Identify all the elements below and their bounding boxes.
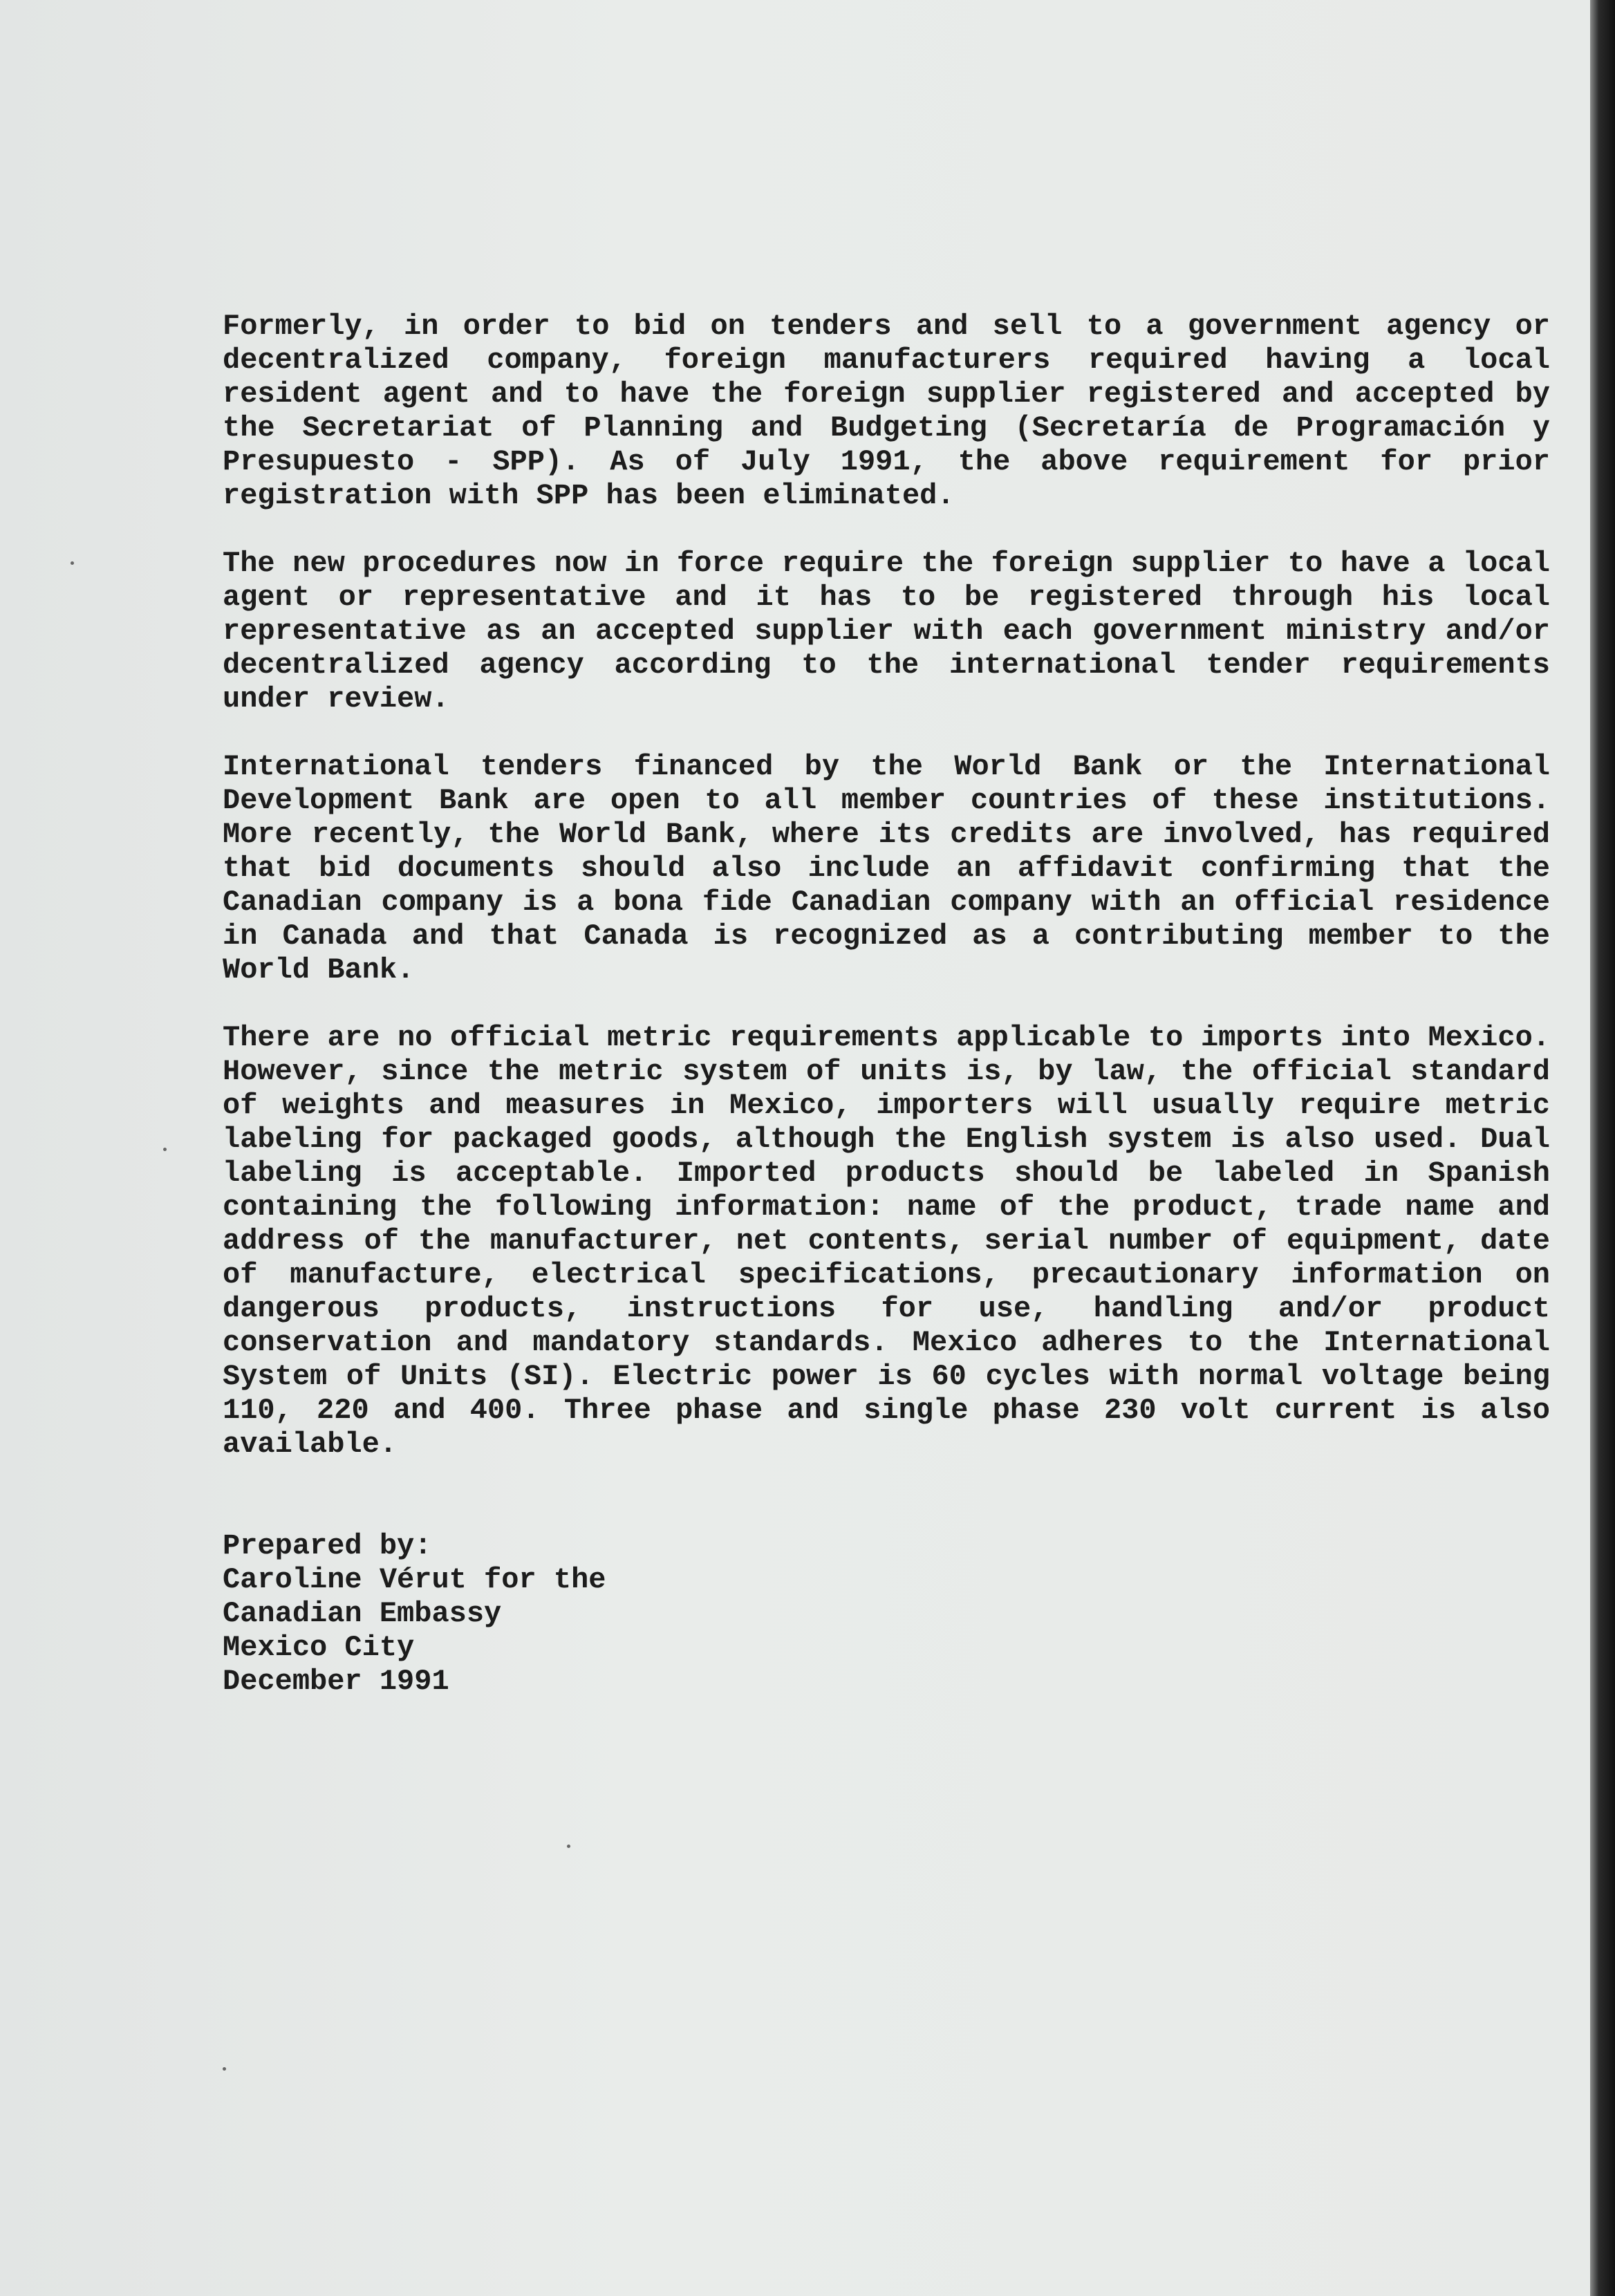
stray-mark — [71, 561, 74, 565]
signature-city: Mexico City — [223, 1631, 415, 1664]
page-edge-shadow — [1590, 0, 1615, 2296]
paragraph-metric-requirements: There are no official metric requirements applicable to imports into Mexico. However, since the metric system of units is, by law, the official standard of weights and measures in Mexico, importers will usually require metric labeling for packaged goods, although the English system is also used. Dual labeling is acceptable. Imported products should be labeled in Spanish containing the following information: name of the product, trade name and address of the manufacturer, net contents, serial number of equipment, date of manufacture, electrical specifications, precautionary information on dangerous products, instructions for use, handling and/or product conservation and mandatory standards. Mexico adheres to the International System of Units (SI). Electric power is 60 cycles with normal voltage being 110, 220 and 400. Three phase and single phase 230 volt current is also available. — [223, 1021, 1550, 1461]
signature-organization: Canadian Embassy — [223, 1597, 502, 1630]
signature-author: Caroline Vérut for the — [223, 1563, 606, 1596]
signature-block — [223, 1529, 1550, 1699]
paragraph-tender-registration: Formerly, in order to bid on tenders and sell to a government agency or decentralized company, foreign manufacturers required having a local resident agent and to have the foreign supplier registered and accepted by the Secretariat of Planning and Budgeting (Secretaría de Programación y Presupuesto - SPP). As of July 1991, the above requirement for prior registration with SPP has been eliminated. — [223, 310, 1550, 512]
stray-mark — [163, 1148, 167, 1151]
signature-prepared-by: Prepared by: — [223, 1529, 432, 1562]
signature-date: December 1991 — [223, 1665, 449, 1698]
stray-mark — [223, 2067, 226, 2071]
stray-mark — [567, 1845, 570, 1848]
paragraph-new-procedures: The new procedures now in force require the foreign supplier to have a local agent or representative and it has to be registered through his local representative as an accepted supplier with each government ministry and/or decentralized agency according to the international tender requirements under review. — [223, 547, 1550, 716]
paragraph-international-tenders: International tenders financed by the World Bank or the International Development Bank are open to all member countries of these institutions. More recently, the World Bank, where its credits are involved, has required that bid documents should also include an affidavit confirming that the Canadian company is a bona fide Canadian company with an official residence in Canada and that Canada is recognized as a contributing member to the World Bank. — [223, 750, 1550, 987]
document-body — [223, 310, 1550, 1699]
